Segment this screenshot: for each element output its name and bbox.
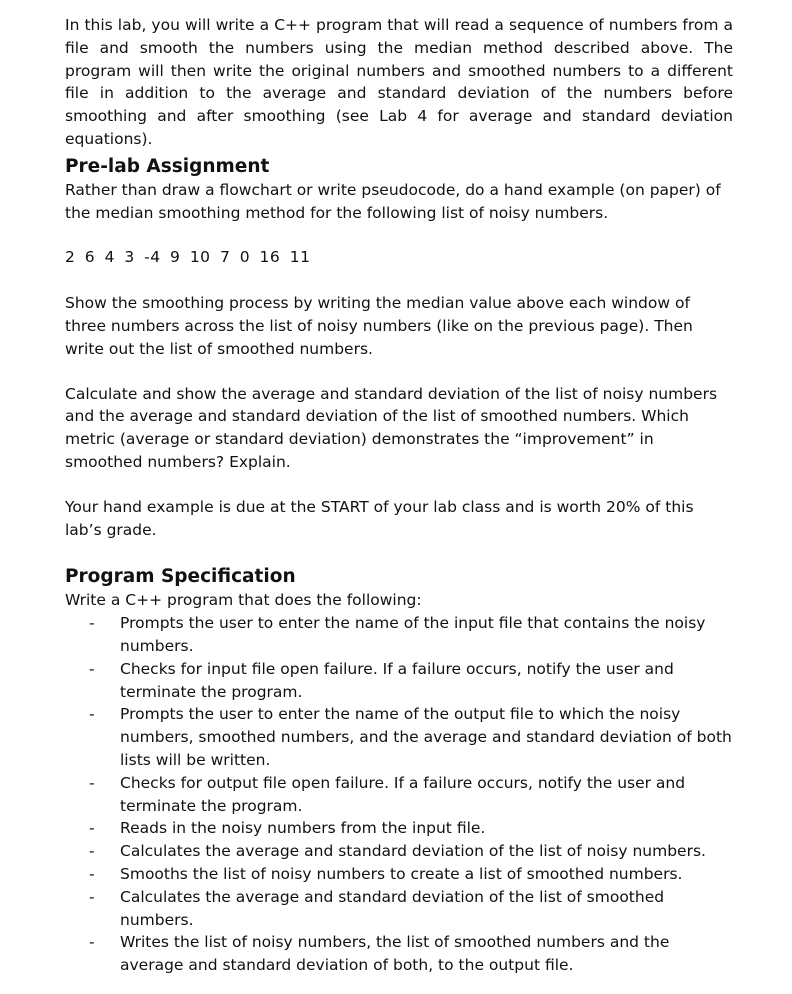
list-item [65,840,733,863]
list-item [65,658,733,704]
list-item-text: Calculates the average and standard deviation of the list of noisy numbers. [120,842,706,861]
dash-bullet: - [89,887,95,906]
document-page [65,14,733,977]
list-item [65,817,733,840]
prelab-paragraph-1: Rather than draw a flowchart or write pseudocode, do a hand example (on paper) of the median smoothing method for the following list of noisy numbers. [65,180,721,222]
spec-list [65,612,733,977]
list-item-text: Checks for input file open failure. If a failure occurs, notify the user and terminate the program. [120,659,674,701]
list-item [65,931,733,977]
dash-bullet: - [89,933,95,952]
noisy-numbers-list: 2 6 4 3 -4 9 10 7 0 16 11 [65,248,311,267]
dash-bullet: - [89,819,95,838]
dash-bullet: - [89,705,95,724]
dash-bullet: - [89,773,95,792]
dash-bullet: - [89,842,95,861]
prelab-heading: Pre-lab Assignment [65,155,270,177]
list-item [65,703,733,771]
list-item-text: Prompts the user to enter the name of the input file that contains the noisy numbers. [120,614,706,655]
list-item-text: Reads in the noisy numbers from the input file. [120,819,486,838]
list-item [65,772,733,818]
spec-lead: Write a C++ program that does the following: [65,591,422,610]
prelab-paragraph-2: Show the smoothing process by writing the median value above each window of three numbers across the list of noisy numbers (like on the previous page). Then write out the list of smoothed numbers. [65,294,693,358]
prelab-paragraph-4: Your hand example is due at the START of your lab class and is worth 20% of this lab’s grade. [65,497,694,539]
dash-bullet: - [89,659,95,678]
list-item-text: Prompts the user to enter the name of the output file to which the noisy numbers, smoothed numbers, and the average and standard deviation of both lists will be written. [120,705,732,769]
list-item-text: Writes the list of noisy numbers, the list of smoothed numbers and the average and standard deviation of both, to the output file. [120,933,670,975]
list-item [65,863,733,886]
prelab-paragraph-3: Calculate and show the average and standard deviation of the list of noisy numbers and the average and standard deviation of the list of smoothed numbers. Which metric (average or standard deviation) demonstrates the “improvement” in smoothed numbers? Explain. [65,384,718,471]
spec-heading: Program Specification [65,566,296,588]
intro-paragraph: In this lab, you will write a C++ program that will read a sequence of numbers from a file and smooth the numbers using the median method described above. The program will then write the original numbers and smoothed numbers to a different file in addition to the average and standard deviation of the numbers before smoothing and after smoothing (see Lab 4 for average and standard deviation equations). [65,16,733,148]
dash-bullet: - [89,614,95,633]
list-item [65,612,733,658]
list-item-text: Checks for output file open failure. If a failure occurs, notify the user and terminate the program. [120,773,686,815]
list-item-text: Smooths the list of noisy numbers to create a list of smoothed numbers. [120,864,683,883]
dash-bullet: - [89,864,95,883]
list-item [65,886,733,932]
list-item-text: Calculates the average and standard deviation of the list of smoothed numbers. [120,887,665,929]
